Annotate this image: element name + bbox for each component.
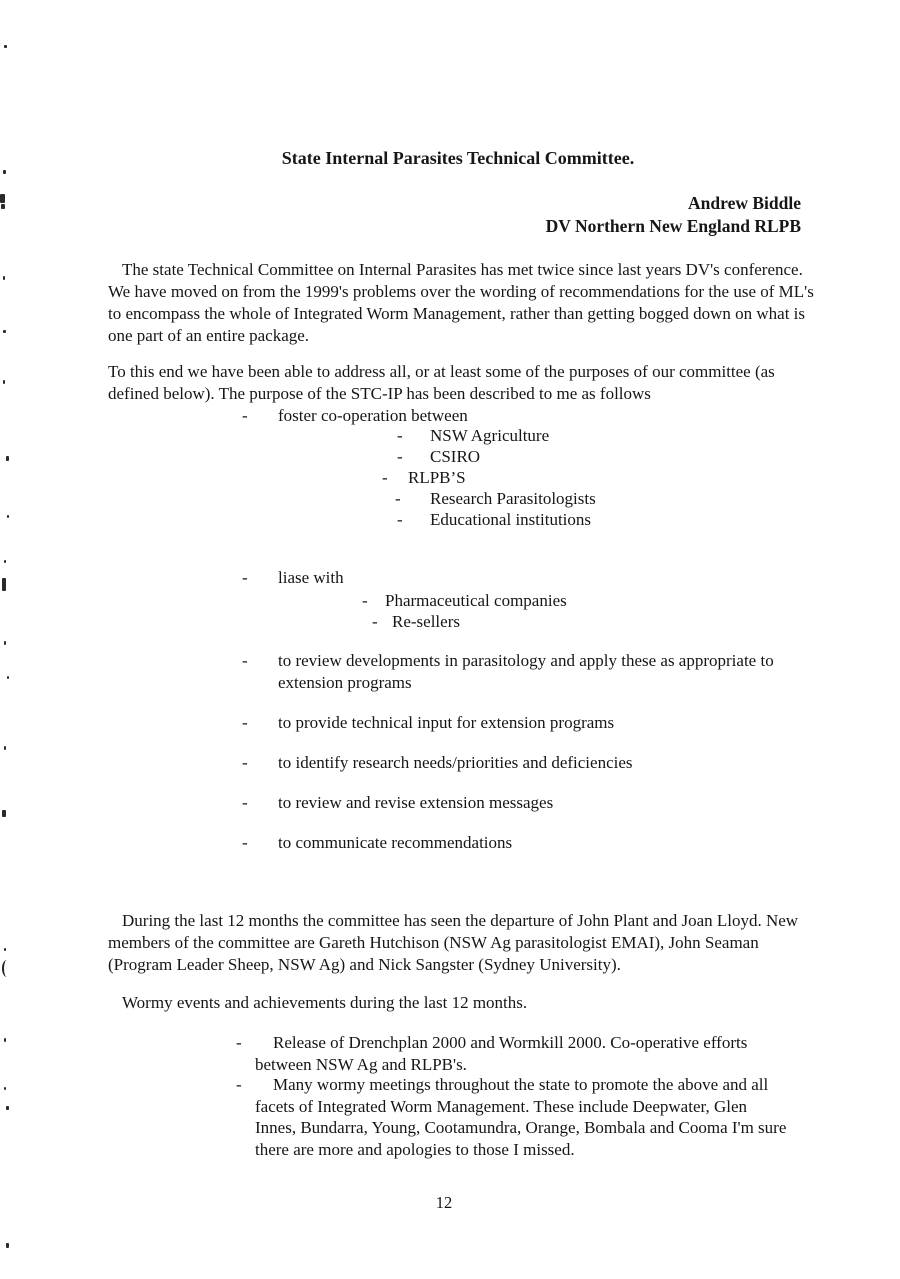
paragraph-intro: The state Technical Committee on Internal Parasites has met twice since last years DV's conference. We have moved on from the 1999's problems over the wording of recommendations for the use of ML's to encompass the whole of Integrated Worm Management, rather than getting bogged down on what is one part of an entire package.: [108, 260, 814, 345]
bullet-dash: -: [397, 447, 403, 466]
bullet-event: [236, 1032, 790, 1075]
page-title: State Internal Parasites Technical Committee.: [281, 148, 635, 168]
bullet-label: NSW Agriculture: [430, 426, 550, 445]
bullet-label: Research Parasitologists: [430, 489, 596, 508]
scan-artifact: [2, 578, 6, 591]
paragraph-events-heading: Wormy events and achievements during the last 12 months.: [122, 993, 528, 1012]
bullet-partner: [362, 590, 567, 612]
scan-artifact: [4, 560, 6, 563]
scan-artifact: [3, 380, 5, 384]
bullet-liase: [242, 567, 344, 589]
bullet-purpose-item: [242, 792, 823, 814]
bullet-dash: -: [372, 612, 378, 631]
scan-artifact: [4, 1087, 6, 1090]
scan-artifact: [4, 746, 6, 750]
page-number: 12: [435, 1193, 453, 1212]
scan-artifact: [4, 948, 6, 951]
bullet-label: to review and revise extension messages: [278, 793, 554, 812]
bullet-org: [397, 446, 480, 468]
bullet-partner: [372, 611, 460, 633]
bullet-label: CSIRO: [430, 447, 481, 466]
bullet-purpose-item: [242, 650, 823, 694]
bullet-dash: -: [242, 833, 248, 852]
bullet-purpose-item: [242, 752, 823, 774]
bullet-dash: -: [242, 568, 248, 587]
byline: [546, 192, 801, 237]
bullet-label: to provide technical input for extension programs: [278, 713, 615, 732]
bullet-label: Pharmaceutical companies: [385, 591, 567, 610]
bullet-org: [397, 509, 591, 531]
scan-artifact: [3, 276, 5, 280]
scan-artifact: [4, 641, 6, 645]
bullet-dash: -: [236, 1075, 242, 1094]
scan-artifact: [0, 194, 5, 203]
scan-artifact: [6, 456, 9, 461]
bullet-purpose-item: [242, 712, 823, 734]
bullet-label: Educational institutions: [430, 510, 592, 529]
bullet-dash: -: [242, 753, 248, 772]
paragraph-purpose: To this end we have been able to address all, or at least some of the purposes of our committee (as defined below). The purpose of the STC-IP has been described to me as follows: [108, 362, 775, 403]
scan-artifact: [7, 676, 9, 679]
bullet-dash: -: [395, 489, 401, 508]
scan-artifact: [2, 960, 10, 977]
scan-artifact: [4, 45, 7, 48]
author-name: Andrew Biddle: [688, 193, 801, 213]
bullet-label: to communicate recommendations: [278, 833, 513, 852]
bullet-org: [395, 488, 596, 510]
bullet-dash: -: [362, 591, 368, 610]
bullet-purpose-item: [242, 832, 823, 854]
bullet-dash: -: [397, 426, 403, 445]
bullet-label: Release of Drenchplan 2000 and Wormkill 2000. Co-operative efforts between NSW Ag and RLPB's.: [255, 1033, 748, 1074]
bullet-label: foster co-operation between: [278, 406, 468, 425]
scan-artifact: [2, 810, 6, 817]
bullet-label: to review developments in parasitology and apply these as appropriate to extension programs: [278, 651, 774, 692]
scan-artifact: [3, 170, 6, 174]
scan-artifact: [6, 1243, 9, 1248]
scan-artifact: [4, 1038, 6, 1042]
scan-artifact: [3, 330, 6, 333]
bullet-label: RLPB’S: [408, 468, 466, 487]
bullet-dash: -: [236, 1033, 242, 1052]
bullet-label: liase with: [278, 568, 344, 587]
scan-artifact: [7, 515, 9, 518]
bullet-label: Re-sellers: [392, 612, 460, 631]
bullet-event: [236, 1074, 790, 1160]
bullet-dash: -: [382, 468, 388, 487]
bullet-dash: -: [242, 793, 248, 812]
bullet-dash: -: [242, 406, 248, 425]
paragraph-members: During the last 12 months the committee has seen the departure of John Plant and Joan Lloyd. New members of the committee are Gareth Hutchison (NSW Ag parasitologist EMAI), John Seaman (Program Leader Sheep, NSW Ag) and Nick Sangster (Sydney University).: [108, 911, 799, 974]
bullet-dash: -: [397, 510, 403, 529]
bullet-foster: [242, 405, 468, 427]
bullet-org: [397, 425, 549, 447]
scan-artifact: [6, 1106, 9, 1110]
bullet-dash: -: [242, 651, 248, 670]
bullet-label: Many wormy meetings throughout the state to promote the above and all facets of Integrated Worm Management. These include Deepwater, Glen Innes, Bundarra, Young, Cootamundra, Orange, Bombala and Cooma I'm sure there are more and apologies to those I missed.: [255, 1075, 787, 1159]
author-organisation: DV Northern New England RLPB: [545, 215, 801, 236]
bullet-dash: -: [242, 713, 248, 732]
bullet-org: [382, 467, 466, 489]
scan-artifact: [1, 204, 5, 209]
bullet-label: to identify research needs/priorities and deficiencies: [278, 753, 633, 772]
